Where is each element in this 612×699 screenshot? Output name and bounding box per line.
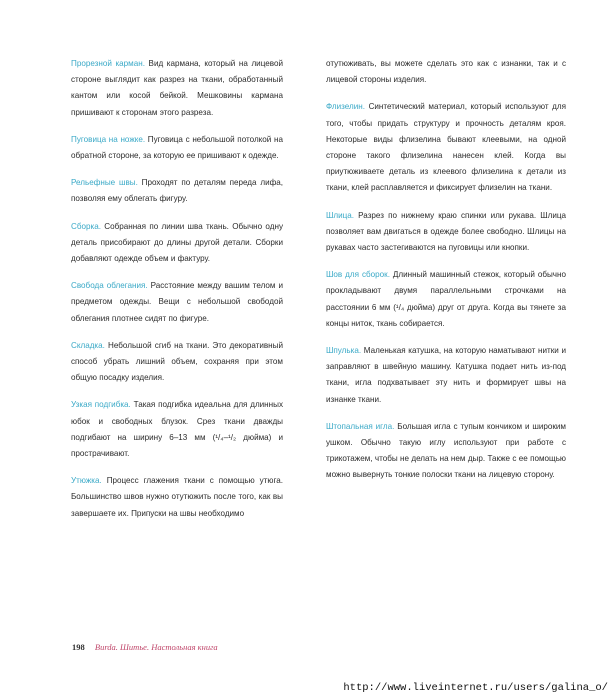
entry-text: Синтетический материал, который используют для того, чтобы придать структуру и прочность деталям кроя. Некоторые виды флизелина бывают клеевыми, на одной стороне такого флизелина нанесен клей. Когда вы приутюживаете деталь из клеевого флизелина к детали из ткани, клей расплавляется и фиксирует флизелин на ткани. (326, 102, 566, 193)
watermark-url: http://www.liveinternet.ru/users/galina_o/ (343, 682, 608, 694)
entry-text: Вид кармана, который на лицевой стороне выглядит как разрез на ткани, обработанный кантом или косой бейкой. Мешковины кармана пришивают к сторонам этого разреза. (71, 59, 283, 117)
entry-term: Свобода облегания. (71, 281, 148, 291)
entry-term: Флизелин. (326, 102, 365, 112)
glossary-entry (326, 419, 566, 484)
entry-term: Пуговица на ножке. (71, 134, 146, 144)
page-footer (72, 642, 218, 652)
book-title: Burda. Шитье. Настольная книга (94, 642, 218, 652)
glossary-entry (326, 208, 566, 257)
glossary-entry-continued (326, 56, 566, 88)
entry-text: Собранная по линии шва ткань. Обычно одну деталь присобирают до длины другой детали. Сборки добавляют одежде объем и фактуру. (71, 221, 283, 264)
glossary-entry (71, 132, 283, 164)
entry-term: Утюжка. (71, 476, 102, 486)
entry-term: Шов для сборок. (326, 270, 390, 280)
glossary-entry (71, 175, 283, 207)
entry-text: Маленькая катушка, на которую наматывают нитки и заправляют в швейную машину. Катушка подает нить из-под ткани, игла подхватывает эту нить и формирует швы на изнанке ткани. (326, 346, 566, 404)
entry-text: Длинный машинный стежок, который обычно прокладывают двумя параллельными строчками на расстоянии 6 мм (¹/₄ дюйма) друг от друга. Когда вы тянете за концы ниток, ткань собирается. (326, 270, 566, 328)
entry-term: Штопальная игла. (326, 421, 395, 431)
glossary-entry (71, 338, 283, 387)
entry-text: Проходят по деталям переда лифа, позволяя ему облегать фигуру. (71, 178, 284, 204)
entry-term: Складка. (71, 340, 105, 350)
entry-text: Процесс глажения ткани с помощью утюга. Большинство швов нужно отутюжить после того, как вы завершаете их. Припуски на швы необходимо (71, 476, 283, 518)
entry-text: Разрез по нижнему краю спинки или рукава. Шлица позволяет вам двигаться в одежде более свободно. Шлицы на рукавах часто застегиваются на пуговицы или кнопки. (326, 210, 566, 253)
entry-text: Пуговица с небольшой потолкой на обратной стороне, за которую ее пришивают к одежде. (71, 134, 283, 161)
glossary-entry (326, 99, 566, 196)
entry-term: Шпулька. (326, 346, 362, 356)
page-number: 198 (72, 642, 85, 652)
entry-term: Узкая подгибка. (71, 400, 131, 410)
glossary-entry (71, 56, 283, 121)
glossary-entry (326, 267, 566, 332)
entry-term: Рельефные швы. (71, 178, 138, 188)
glossary-entry (71, 219, 283, 268)
entry-text: Большая игла с тупым кончиком и широким ушком. Обычно такую иглу используют при работе с трикотажем, чтобы не делать на нем дыр. Также с ее помощью можно вывернуть тонкие полоски ткани на лицевую сторону. (326, 421, 567, 480)
glossary-entry (326, 343, 566, 408)
entry-text: отутюживать, вы можете сделать это как с изнанки, так и с лицевой стороны изделия. (326, 59, 566, 85)
left-column (71, 56, 283, 533)
glossary-entry (71, 473, 283, 522)
glossary-entry (71, 278, 283, 327)
entry-term: Сборка. (71, 221, 101, 231)
entry-text: Такая подгибка идеальна для длинных юбок и свободных блузок. Срез ткани дважды подгибают на ширину 6–13 мм (¹/₄–¹/₂ дюйма) и прострачивают. (71, 400, 283, 459)
entry-text: Небольшой сгиб на ткани. Это декоративный способ убрать лишний объем, сохраняя при этом общую посадку изделия. (71, 340, 283, 383)
entry-term: Шлица. (326, 210, 355, 220)
entry-text: Расстояние между вашим телом и предметом одежды. Вещи с небольшой свободой облегания плотнее сидят по фигуре. (71, 281, 283, 323)
right-column (326, 56, 566, 495)
entry-term: Прорезной карман. (71, 59, 145, 68)
glossary-entry (71, 397, 283, 462)
